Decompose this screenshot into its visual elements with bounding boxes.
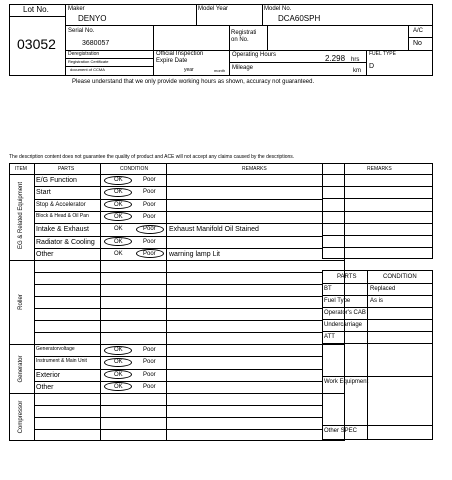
fuel-type-label: FUEL TYPE — [369, 51, 396, 57]
pc-part-label: Work Equipment — [324, 379, 369, 385]
condition-poor[interactable]: Poor — [143, 250, 156, 257]
condition-poor[interactable]: Poor — [143, 238, 156, 245]
group-label-generator: Generator — [18, 355, 24, 383]
ok-selected-circle — [104, 176, 132, 185]
row-divider — [34, 186, 322, 187]
row-divider — [34, 211, 322, 212]
year-label: year — [184, 67, 194, 73]
condition-poor[interactable]: Poor — [143, 213, 156, 220]
row-divider — [34, 429, 322, 430]
side-remarks-divider — [322, 235, 433, 236]
row-part-label: Block & Head & Oil Pan — [36, 212, 89, 219]
row-divider — [34, 236, 322, 237]
operating-hours-label: Operating Hours — [232, 52, 277, 58]
pc-part-label: Operator's CAB — [324, 310, 366, 316]
row-part-label: Instrument & Main Unit — [36, 358, 87, 365]
remarks-header: REMARKS — [242, 166, 267, 172]
group-label-compressor: Compressor — [18, 400, 24, 434]
working-hours-notice: Please understand that we only provide working hours as shown, accuracy not guaranteed. — [72, 79, 315, 85]
hrs-unit: hrs — [351, 57, 360, 63]
ok-selected-circle — [104, 346, 132, 355]
condition-ok[interactable]: OK — [114, 226, 123, 233]
condition-ok[interactable]: OK — [114, 371, 123, 378]
row-divider — [34, 417, 322, 418]
side-remarks-divider — [322, 211, 433, 212]
condition-header: CONDITION — [120, 166, 149, 172]
pc-condition-value: As is — [370, 298, 384, 304]
serial-label: Serial No. — [68, 28, 95, 34]
operating-hours-value: 2.298 — [325, 54, 346, 63]
pc-part-label: Other SPEC — [324, 428, 358, 434]
row-divider — [34, 356, 322, 357]
registration-label: Registrati on No. — [231, 30, 257, 44]
row-part-label: Radiator & Cooling — [36, 238, 95, 246]
group-label-roller: Roller — [18, 294, 24, 310]
row-part-label: Intake & Exhaust — [36, 226, 89, 234]
pc-row-divider — [322, 295, 433, 296]
serial-value: 3680057 — [82, 40, 110, 47]
pc-row-divider — [322, 331, 433, 332]
month-label: month — [214, 68, 226, 73]
row-divider — [34, 369, 322, 370]
condition-poor[interactable]: Poor — [143, 359, 156, 366]
side-remarks-header: REMARKS — [367, 166, 392, 172]
condition-ok[interactable]: OK — [114, 189, 123, 196]
parts-header: PARTS — [58, 166, 75, 172]
row-part-label: Exterior — [36, 371, 61, 379]
condition-ok[interactable]: OK — [114, 359, 123, 366]
row-divider — [34, 272, 322, 273]
row-divider — [34, 296, 322, 297]
model-year-label: Model Year — [198, 6, 229, 12]
condition-poor[interactable]: Poor — [143, 347, 156, 353]
condition-ok[interactable]: OK — [114, 213, 123, 220]
condition-poor[interactable]: Poor — [143, 383, 156, 390]
registration-certificate-label: Registration Certificate — [68, 59, 109, 64]
side-remarks-divider — [322, 186, 433, 187]
disclaimer: The description content does not guarantee the quality of product and ACE will not accept any claims caused by the descriptions. — [9, 154, 295, 160]
condition-ok[interactable]: OK — [114, 201, 123, 208]
row-divider — [34, 308, 322, 309]
fuel-type-value: D — [369, 63, 375, 70]
pc-row-divider — [322, 307, 433, 308]
condition-poor[interactable]: Poor — [143, 371, 156, 378]
maker-value: DENYO — [78, 14, 107, 23]
condition-ok[interactable]: OK — [114, 238, 123, 245]
inspection-expire-label: Official Inspection Expire Date — [156, 51, 204, 64]
deregistration-label: Deregistration — [68, 51, 100, 57]
lot-number: 03052 — [17, 36, 56, 52]
pc-part-label: ATT — [324, 334, 335, 340]
ac-value: No — [413, 40, 422, 47]
pc-part-label: Fuel Type — [324, 298, 351, 304]
group-label-eg: EG & Related Equipment — [18, 181, 24, 249]
pc-part-label: Undercarriage — [324, 322, 363, 328]
row-remark: Exhaust Manifold Oil Stained — [169, 226, 259, 234]
condition-poor[interactable]: Poor — [143, 226, 156, 233]
ok-selected-circle — [104, 237, 132, 246]
row-divider — [34, 223, 322, 224]
row-part-label: E/G Function — [36, 177, 77, 184]
condition-poor[interactable]: Poor — [143, 201, 156, 208]
row-divider — [34, 248, 322, 249]
model-no-value: DCA60SPH — [278, 14, 321, 23]
condition-ok[interactable]: OK — [114, 347, 123, 353]
pc-condition-value: Replaced — [370, 286, 396, 292]
side-remarks-divider — [322, 223, 433, 224]
row-remark: warning lamp Lit — [169, 250, 220, 258]
row-part-label: Start — [36, 189, 51, 197]
row-part-label: Other — [36, 250, 54, 258]
pc-condition-header: CONDITION — [383, 274, 417, 280]
ok-selected-circle — [104, 188, 132, 197]
maker-label: Maker — [68, 6, 85, 12]
km-unit: km — [353, 68, 361, 74]
row-divider — [34, 284, 322, 285]
row-part-label: Generatorvoltage — [36, 346, 75, 352]
row-divider — [34, 199, 322, 200]
lot-label: Lot No. — [23, 5, 49, 14]
condition-ok[interactable]: OK — [114, 383, 123, 390]
row-divider — [34, 405, 322, 406]
row-divider — [34, 381, 322, 382]
poor-selected-circle — [136, 225, 164, 234]
ccma-document-label: document of CCMA — [70, 67, 105, 72]
row-divider — [34, 332, 322, 333]
row-divider — [34, 320, 322, 321]
pc-row-divider — [322, 319, 433, 320]
row-part-label: Other — [36, 383, 54, 391]
pc-row-divider — [322, 425, 433, 426]
condition-poor[interactable]: Poor — [143, 189, 156, 196]
model-no-label: Model No. — [264, 6, 292, 12]
row-part-label: Stop & Accelerator — [36, 201, 86, 208]
side-remarks-divider — [322, 198, 433, 199]
pc-row-divider — [322, 343, 433, 344]
pc-parts-header: PARTS — [337, 274, 357, 280]
condition-ok[interactable]: OK — [114, 177, 123, 183]
ok-selected-circle — [104, 358, 132, 367]
condition-ok[interactable]: OK — [114, 250, 123, 257]
ac-label: A/C — [413, 28, 424, 34]
pc-row-divider — [322, 376, 433, 377]
mileage-label: Mileage — [232, 65, 254, 71]
side-remarks-divider — [322, 247, 433, 248]
item-header: ITEM — [15, 166, 27, 172]
condition-poor[interactable]: Poor — [143, 177, 156, 183]
pc-part-label: BT — [324, 286, 332, 292]
